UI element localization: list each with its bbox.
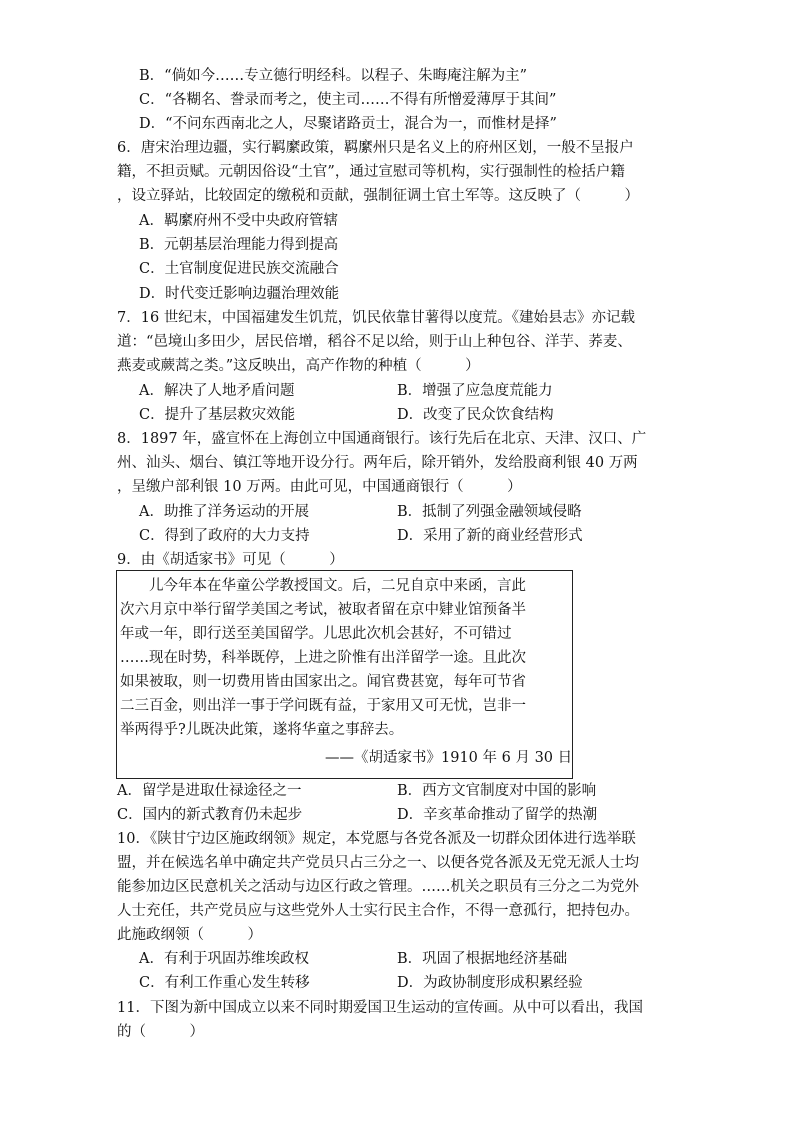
q9-option-a: A．留学是进取仕禄途径之一 [117,783,302,799]
q7-stem-line: 道：“邑境山多田少，居民倍增，稻谷不足以给，则于山上种包谷、洋芋、荞麦、 [117,334,632,350]
q9-quote-line: 如果被取，则一切费用皆由国家出之。闻官费甚宽，每年可节省 [120,674,526,690]
q5-option-c: C．“各糊名、誊录而考之，使主司……不得有所憎爱薄厚于其间” [139,92,557,108]
q11-stem-line: 的（ ） [117,1024,204,1040]
q6-stem-line: ，设立驿站，比较固定的缴税和贡献，强制征调土官土军等。这反映了（ ） [117,188,639,204]
q8-stem-line: 8．1897 年，盛宣怀在上海创立中国通商银行。该行先后在北京、天津、汉口、广 [117,431,647,447]
q7-stem-line: 燕麦或蕨蒿之类。”这反映出，高产作物的种植（ ） [117,358,480,374]
q5-option-d: D．“不问东西南北之人，尽聚诸路贡士，混合为一，而惟材是择” [139,116,557,132]
q8-stem-line: ，呈缴户部利银 10 万两。由此可见，中国通商银行（ ） [117,479,522,495]
q10-stem-line: 人士充任，共产党员应与这些党外人士实行民主合作，不得一意孤行，把持包办。 [117,903,639,919]
q6-option-c: C．土官制度促进民族交流融合 [139,261,339,277]
q9-quote-line: 次六月京中举行留学美国之考试，被取者留在京中肄业馆预备半 [120,602,526,618]
q7-option-c: C．提升了基层救灾效能 [139,407,296,423]
q9-quote-line: 举两得乎?儿既决此策，遂将华童之事辞去。 [120,722,404,738]
q7-stem-line: 7．16 世纪末，中国福建发生饥荒，饥民依靠甘薯得以度荒。《建始县志》亦记载 [117,310,636,326]
q7-option-b: B．增强了应急度荒能力 [397,383,553,399]
q9-quote-line: 年或一年，即行送至美国留学。儿思此次机会甚好，不可错过 [120,626,512,642]
q8-option-b: B．抵制了列强金融领域侵略 [397,504,582,520]
q6-option-d: D．时代变迁影响边疆治理效能 [139,286,340,302]
q9-quote-line: ……现在时势，科举既停，上进之阶惟有出洋留学一途。且此次 [120,650,526,666]
q10-option-d: D．为政协制度形成积累经验 [397,975,583,991]
q11-stem-line: 11．下图为新中国成立以来不同时期爱国卫生运动的宣传画。从中可以看出，我国 [117,1000,643,1016]
q10-stem-line: 10．《陕甘宁边区施政纲领》规定，本党愿与各党各派及一切群众团体进行选举联 [117,831,636,847]
q8-stem-line: 州、汕头、烟台、镇江等地开设分行。两年后，除开销外，发给股商利银 40 万两 [117,455,638,471]
q5-option-b: B．“倘如今……专立德行明经科。以程子、朱晦庵注解为主” [139,68,527,84]
q7-option-d: D．改变了民众饮食结构 [397,407,554,423]
q7-option-a: A．解决了人地矛盾问题 [139,383,295,399]
q10-option-b: B．巩固了根据地经济基础 [397,951,568,967]
q8-option-a: A．助推了洋务运动的开展 [139,504,309,520]
q6-stem-line: 籍，不担贡赋。元朝因俗设“土官”，通过宣慰司等机构，实行强制性的检括户籍 [117,164,625,180]
q9-option-c: C．国内的新式教育仍未起步 [117,807,303,823]
q10-stem-line: 能参加边区民意机关之活动与边区行政之管理。……机关之职员有三分之二为党外 [117,879,639,895]
q10-option-a: A．有利于巩固苏维埃政权 [139,951,309,967]
q8-option-c: C．得到了政府的大力支持 [139,528,310,544]
q9-option-b: B．西方文官制度对中国的影响 [397,783,597,799]
q10-stem-line: 此施政纲领（ ） [117,927,262,943]
q6-option-a: A．羁縻府州不受中央政府管辖 [139,213,338,229]
q10-option-c: C．有利工作重心发生转移 [139,975,310,991]
q10-stem-line: 盟，并在候选名单中确定共产党员只占三分之一、以便各党各派及无党无派人士均 [117,855,639,871]
q9-quote-line: 二三百金，则出洋一事于学问既有益，于家用又可无忧，岂非一 [120,698,526,714]
q9-option-d: D．辛亥革命推动了留学的热潮 [397,807,598,823]
q8-option-d: D．采用了新的商业经营形式 [397,528,583,544]
q9-quote-source: ——《胡适家书》1910 年 6 月 30 日 [325,750,573,766]
q9-stem: 9．由《胡适家书》可见（ ） [117,552,344,568]
q9-quote-line: 儿今年本在华童公学教授国文。后，二兄自京中来函，言此 [120,578,526,594]
q6-option-b: B．元朝基层治理能力得到提高 [139,237,339,253]
q6-stem-line: 6．唐宋治理边疆，实行羁縻政策，羁縻州只是名义上的府州区划，一般不呈报户 [117,140,634,156]
